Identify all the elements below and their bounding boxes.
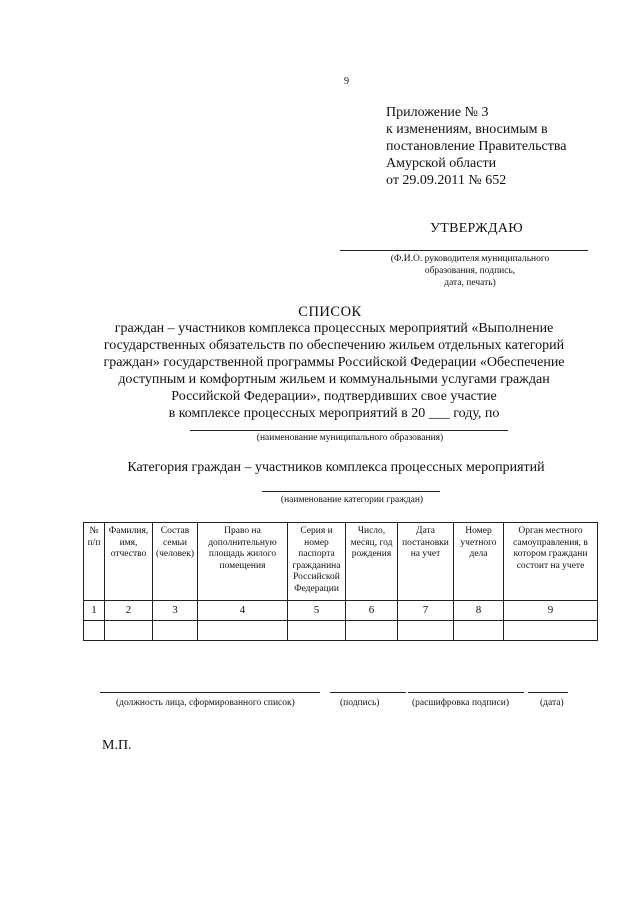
appendix-line: постановление Правительства: [386, 139, 567, 154]
column-number: 6: [346, 601, 398, 621]
column-header: Право на дополнительную площадь жилого помещения: [198, 523, 288, 601]
table-cell: [153, 621, 198, 641]
table-row: [84, 621, 598, 641]
approval-caption-line: (Ф.И.О. руководителя муниципального: [390, 254, 550, 264]
category-blank-line: [262, 491, 440, 492]
table-cell: [454, 621, 504, 641]
decoding-caption: (расшифровка подписи): [412, 698, 509, 708]
column-number: 2: [105, 601, 153, 621]
appendix-line: Приложение № 3: [386, 105, 489, 120]
column-number: 3: [153, 601, 198, 621]
description-line: граждан – участников комплекса процессных мероприятий «Выполнение: [114, 321, 554, 336]
table-header-row: [84, 523, 598, 601]
list-title: СПИСОК: [298, 304, 362, 320]
appendix-line: к изменениям, вносимым в: [386, 122, 548, 137]
description-line: граждан» государственной программы Российской Федерации «Обеспечение: [103, 355, 565, 370]
appendix-line: Амурской области: [386, 156, 497, 171]
approval-signature-line: [340, 250, 588, 251]
table-cell: [288, 621, 346, 641]
description-line: в комплексе процессных мероприятий в 20 ___ году, по: [168, 406, 500, 421]
column-header: Фамилия, имя, отчество: [105, 523, 153, 601]
column-number: 5: [288, 601, 346, 621]
description-line: государственных обязательств по обеспечению жильем отдельных категорий: [103, 338, 565, 353]
approval-caption-line: образования, подпись,: [424, 266, 516, 276]
column-header: Номер учетного дела: [454, 523, 504, 601]
column-header: Орган местного самоуправления, в котором граждани состоит на учете: [504, 523, 598, 601]
approval-caption: [370, 253, 570, 289]
table-cell: [105, 621, 153, 641]
category-caption: (наименование категории граждан): [280, 495, 424, 505]
page-number: 9: [344, 76, 349, 87]
table-cell: [398, 621, 454, 641]
column-header: Число, месяц, год рождения: [346, 523, 398, 601]
column-number: 9: [504, 601, 598, 621]
approval-heading: УТВЕРЖДАЮ: [430, 221, 523, 236]
description-line: Российской Федерации», подтвердивших свое участие: [171, 389, 497, 404]
decoding-signature-line: [408, 692, 524, 693]
table-cell: [346, 621, 398, 641]
municipality-blank-line: [190, 430, 508, 431]
appendix-line: от 29.09.2011 № 652: [386, 173, 507, 188]
position-signature-line: [100, 692, 320, 693]
date-signature-line: [528, 692, 568, 693]
column-header: Серия и номер паспорта гражданина Российской Федерации: [288, 523, 346, 601]
municipality-caption: (наименование муниципального образования): [256, 433, 444, 443]
column-number: 8: [454, 601, 504, 621]
column-number-row: [84, 601, 598, 621]
column-header: Состав семьи (человек): [153, 523, 198, 601]
stamp-label: М.П.: [102, 738, 132, 753]
table-cell: [504, 621, 598, 641]
column-number: 7: [398, 601, 454, 621]
signature-caption: (подпись): [340, 698, 380, 708]
signature-line: [330, 692, 406, 693]
category-line: Категория граждан – участников комплекса процессных мероприятий: [127, 460, 545, 475]
citizens-table: [83, 522, 598, 641]
column-header: Дата постановки на учет: [398, 523, 454, 601]
date-caption: (дата): [540, 698, 564, 708]
approval-caption-line: дата, печать): [444, 278, 496, 288]
table-cell: [198, 621, 288, 641]
appendix-block: [386, 104, 606, 189]
column-header: № п/п: [84, 523, 105, 601]
list-description: [96, 320, 572, 422]
table-cell: [84, 621, 105, 641]
column-number: 4: [198, 601, 288, 621]
position-caption: (должность лица, сформированного список): [116, 698, 295, 708]
description-line: доступным и комфортным жильем и коммунальными услугами граждан: [118, 372, 550, 387]
column-number: 1: [84, 601, 105, 621]
